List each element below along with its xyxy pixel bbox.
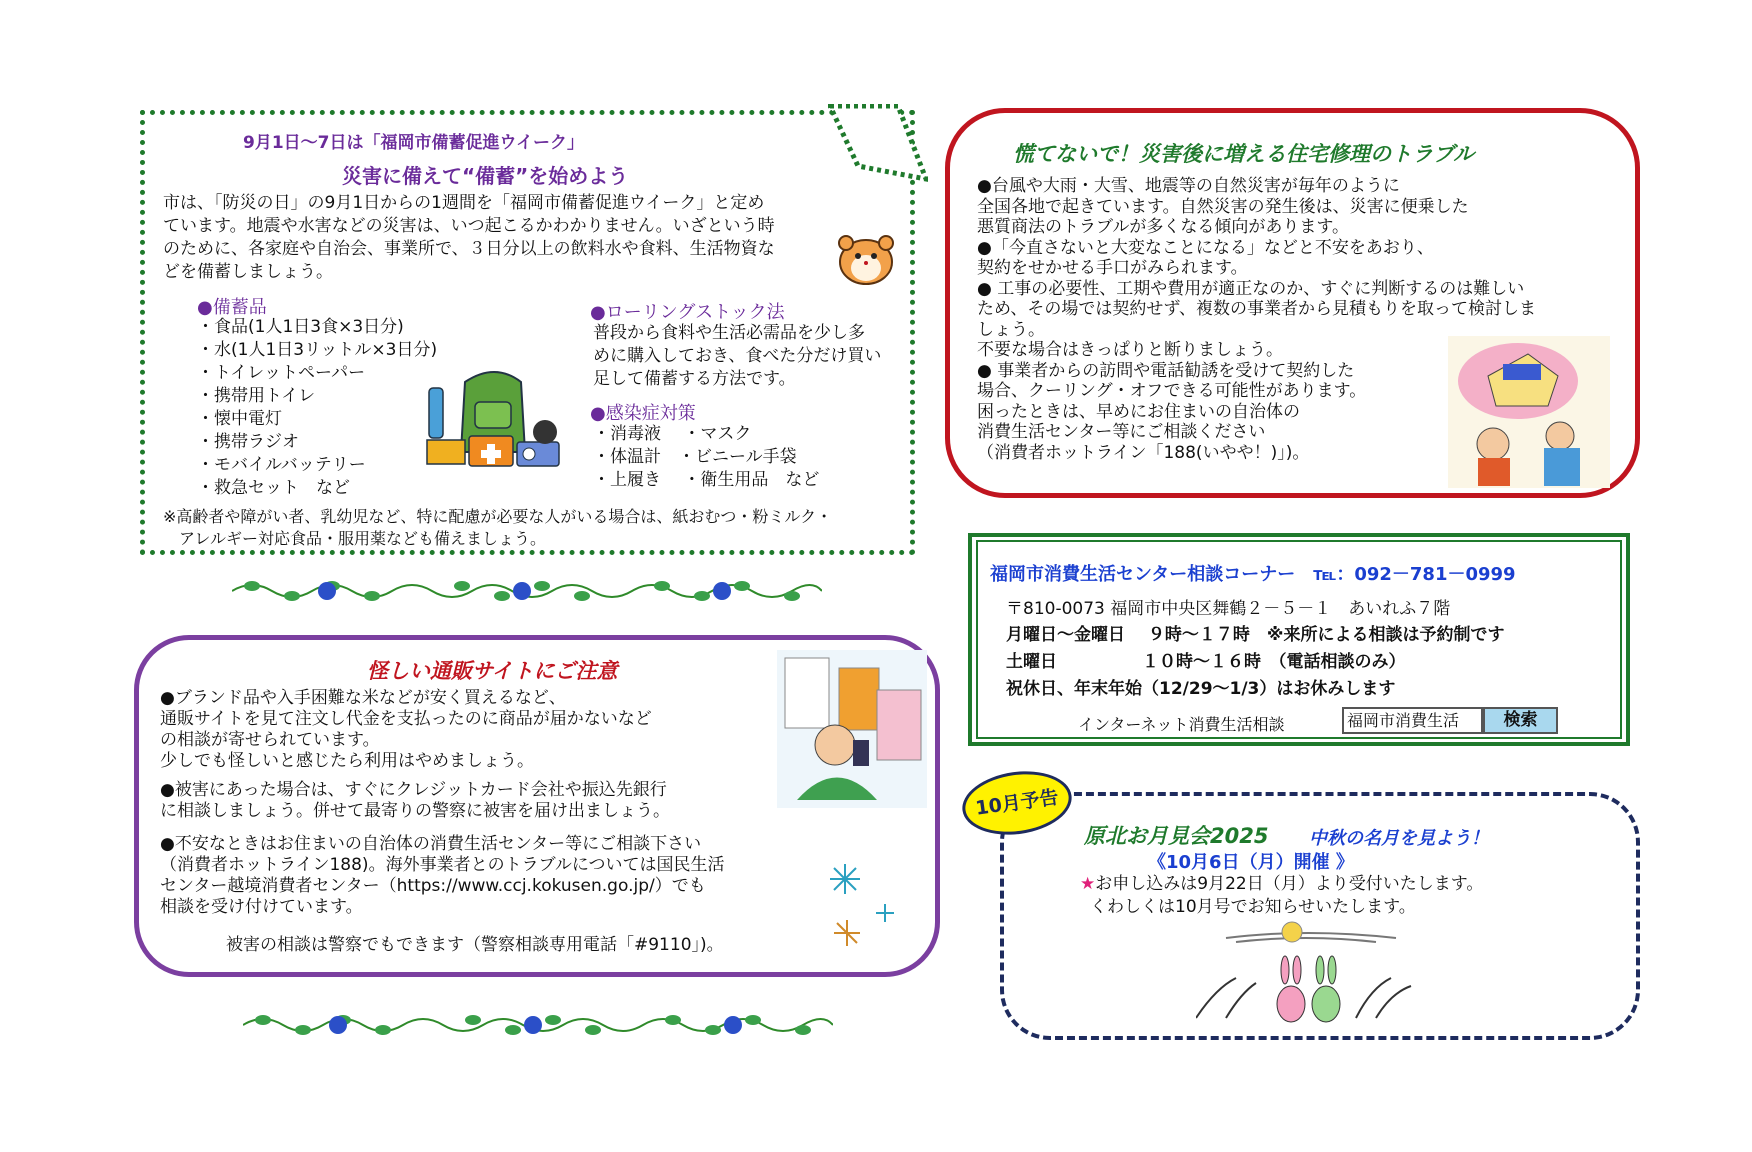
moon-subtitle: 中秋の名月を見よう！ bbox=[1309, 828, 1489, 849]
center-address: 〒810-0073 福岡市中央区舞鶴２－５－１ あいれふ７階 bbox=[1006, 599, 1451, 619]
note-line: ※高齢者や障がい者、乳幼児など、特に配慮が必要な人がいる場合は、紙おむつ・粉ミルク・ bbox=[163, 507, 833, 526]
vine-decoration-top bbox=[232, 574, 822, 608]
repair-heading: 慌てないで！災害後に増える住宅修理のトラブル bbox=[1013, 142, 1475, 166]
moon-line1-row bbox=[1080, 873, 1483, 896]
repair-line: 不要な場合はきっぱりと断りましょう。 bbox=[977, 340, 1283, 360]
list-item: ・トイレットペーパー bbox=[197, 363, 366, 383]
moon-line1: お申し込みは9月22日（月）より受付いたします。 bbox=[1095, 874, 1484, 894]
october-preview-badge: 10月予告 bbox=[958, 765, 1076, 842]
para-line: ●ブランド品や入手困難な米などが安く買えるなど、 bbox=[160, 688, 566, 708]
search-button[interactable]: 検索 bbox=[1483, 707, 1558, 734]
center-weekday-hours: 月曜日～金曜日 ９時～１７時 ※来所による相談は予約制です bbox=[1006, 625, 1505, 645]
repair-line: ● 工事の必要性、工期や費用が適正なのか、すぐに判断するのは難しい bbox=[977, 278, 1525, 299]
repair-line: （消費者ホットライン「188(いやや！)」)。 bbox=[977, 442, 1310, 463]
list-item: ・携帯用トイレ bbox=[197, 386, 316, 406]
hamster-illustration bbox=[832, 228, 900, 290]
para-line: の相談が寄せられています。 bbox=[160, 730, 380, 750]
repair-line: 消費生活センター等にご相談ください bbox=[977, 422, 1266, 442]
repair-line: しょう。 bbox=[977, 319, 1045, 340]
center-holiday-note: 祝休日、年末年始（12/29～1/3）はお休みします bbox=[1006, 679, 1396, 699]
list-item: ・消毒液 ・マスク bbox=[593, 424, 752, 444]
rolling-line: 普段から食料や生活必需品を少し多 bbox=[593, 323, 865, 343]
repair-line: ● 事業者からの訪問や電話勧誘を受けて契約した bbox=[977, 360, 1355, 381]
onlineshop-heading: 怪しい通販サイトにご注意 bbox=[367, 659, 618, 683]
rolling-text bbox=[593, 322, 881, 391]
stockpile-items bbox=[197, 316, 437, 500]
list-item: ・モバイルバッテリー bbox=[197, 455, 366, 475]
items-heading: ●備蓄品 bbox=[197, 297, 267, 318]
list-item: ・救急セット など bbox=[197, 478, 350, 498]
para-line: 少しでも怪しいと感じたら利用はやめましょう。 bbox=[160, 751, 534, 771]
vine-decoration-bottom bbox=[243, 1008, 833, 1042]
moon-date: 《10月6日（月）開催 》 bbox=[1148, 852, 1354, 873]
repair-line: ため、その場では契約せず、複数の事業者から見積もりを取って検討しま bbox=[977, 299, 1536, 319]
para-line: センター越境消費者センター（https://www.ccj.kokusen.go.jp/）でも bbox=[160, 876, 706, 896]
moon-line2: くわしくは10月号でお知らせいたします。 bbox=[1090, 897, 1416, 917]
repair-line: ●「今直さないと大変なことになる」などと不安をあおり、 bbox=[977, 237, 1434, 258]
intro-line: ています。地震や水害などの災害は、いつ起こるかわかりません。いざという時 bbox=[163, 216, 775, 236]
repair-line: ●台風や大雨・大雪、地震等の自然災害が毎年のように bbox=[977, 176, 1400, 196]
list-item: ・体温計 ・ビニール手袋 bbox=[593, 447, 797, 467]
repair-line: 全国各地で起きています。自然災害の発生後は、災害に便乗した bbox=[977, 196, 1469, 217]
center-title: 福岡市消費生活センター相談コーナー ℡：092－781－0999 bbox=[990, 564, 1516, 585]
intro-line: のために、各家庭や自治会、事業所で、３日分以上の飲料水や食料、生活物資な bbox=[163, 239, 775, 259]
rolling-line: めに購入しておき、食べた分だけ買い bbox=[593, 346, 882, 366]
folded-corner-decoration bbox=[828, 104, 928, 194]
list-item: ・上履き ・衛生用品 など bbox=[593, 470, 820, 490]
repair-line: 契約をせかせる手口がみられます。 bbox=[977, 258, 1248, 278]
rolling-heading: ●ローリングストック法 bbox=[590, 302, 785, 323]
moon-rabbits-illustration bbox=[1196, 918, 1416, 1030]
emergency-kit-illustration bbox=[425, 362, 565, 480]
intro-line: どを備蓄しましょう。 bbox=[163, 262, 333, 282]
list-item: ・携帯ラジオ bbox=[197, 432, 299, 452]
internet-consult-label: インターネット消費生活相談 bbox=[1078, 715, 1285, 734]
para-line: （消費者ホットライン188)。海外事業者とのトラブルについては国民生活 bbox=[160, 855, 725, 875]
stockpile-intro bbox=[163, 192, 775, 284]
stockpile-week-title: 9月1日～7日は「福岡市備蓄促進ウイーク」 bbox=[243, 133, 584, 153]
para-line: ●被害にあった場合は、すぐにクレジットカード会社や振込先銀行 bbox=[160, 780, 667, 800]
intro-line: 市は、「防災の日」の9月1日からの1週間を「福岡市備蓄促進ウイーク」と定め bbox=[163, 193, 765, 213]
para-line: ●不安なときはお住まいの自治体の消費生活センター等にご相談下さい bbox=[160, 834, 702, 854]
onlineshop-para1 bbox=[160, 688, 652, 772]
sparkle-decoration bbox=[825, 860, 905, 950]
repair-line: 悪質商法のトラブルが多くなる傾向があります。 bbox=[977, 217, 1349, 237]
para-line: 通販サイトを見て注文し代金を支払ったのに商品が届かないなど bbox=[160, 709, 652, 729]
list-item: ・懐中電灯 bbox=[197, 409, 282, 429]
search-input[interactable]: 福岡市消費生活 bbox=[1342, 707, 1483, 734]
shopping-phone-illustration bbox=[777, 650, 927, 808]
star-icon: ★ bbox=[1080, 874, 1096, 894]
house-repair-illustration bbox=[1448, 336, 1610, 488]
stockpile-note bbox=[163, 506, 832, 550]
onlineshop-para3 bbox=[160, 834, 725, 918]
list-item: ・食品(1人1日3食×3日分) bbox=[197, 317, 404, 337]
center-saturday-hours: 土曜日 １０時～１６時 （電話相談のみ） bbox=[1006, 652, 1406, 672]
onlineshop-para2 bbox=[160, 780, 670, 822]
para-line: に相談しましょう。併せて最寄りの警察に被害を届け出ましょう。 bbox=[160, 801, 670, 821]
para-line: 相談を受け付けています。 bbox=[160, 897, 363, 917]
infection-items bbox=[593, 423, 819, 492]
police-consult-line: 被害の相談は警察でもできます（警察相談専用電話「#9110」)。 bbox=[226, 935, 724, 955]
repair-line: 場合、クーリング・オフできる可能性があります。 bbox=[977, 381, 1367, 401]
stockpile-heading: 災害に備えて“備蓄”を始めよう bbox=[342, 164, 629, 188]
note-line: アレルギー対応食品・服用薬なども備えましょう。 bbox=[163, 529, 546, 548]
rolling-line: 足して備蓄する方法です。 bbox=[593, 369, 796, 389]
moon-title: 原北お月見会2025 bbox=[1084, 824, 1269, 848]
repair-line: 困ったときは、早めにお住まいの自治体の bbox=[977, 401, 1300, 422]
list-item: ・水(1人1日3リットル×3日分) bbox=[197, 340, 438, 360]
infection-heading: ●感染症対策 bbox=[590, 403, 696, 424]
